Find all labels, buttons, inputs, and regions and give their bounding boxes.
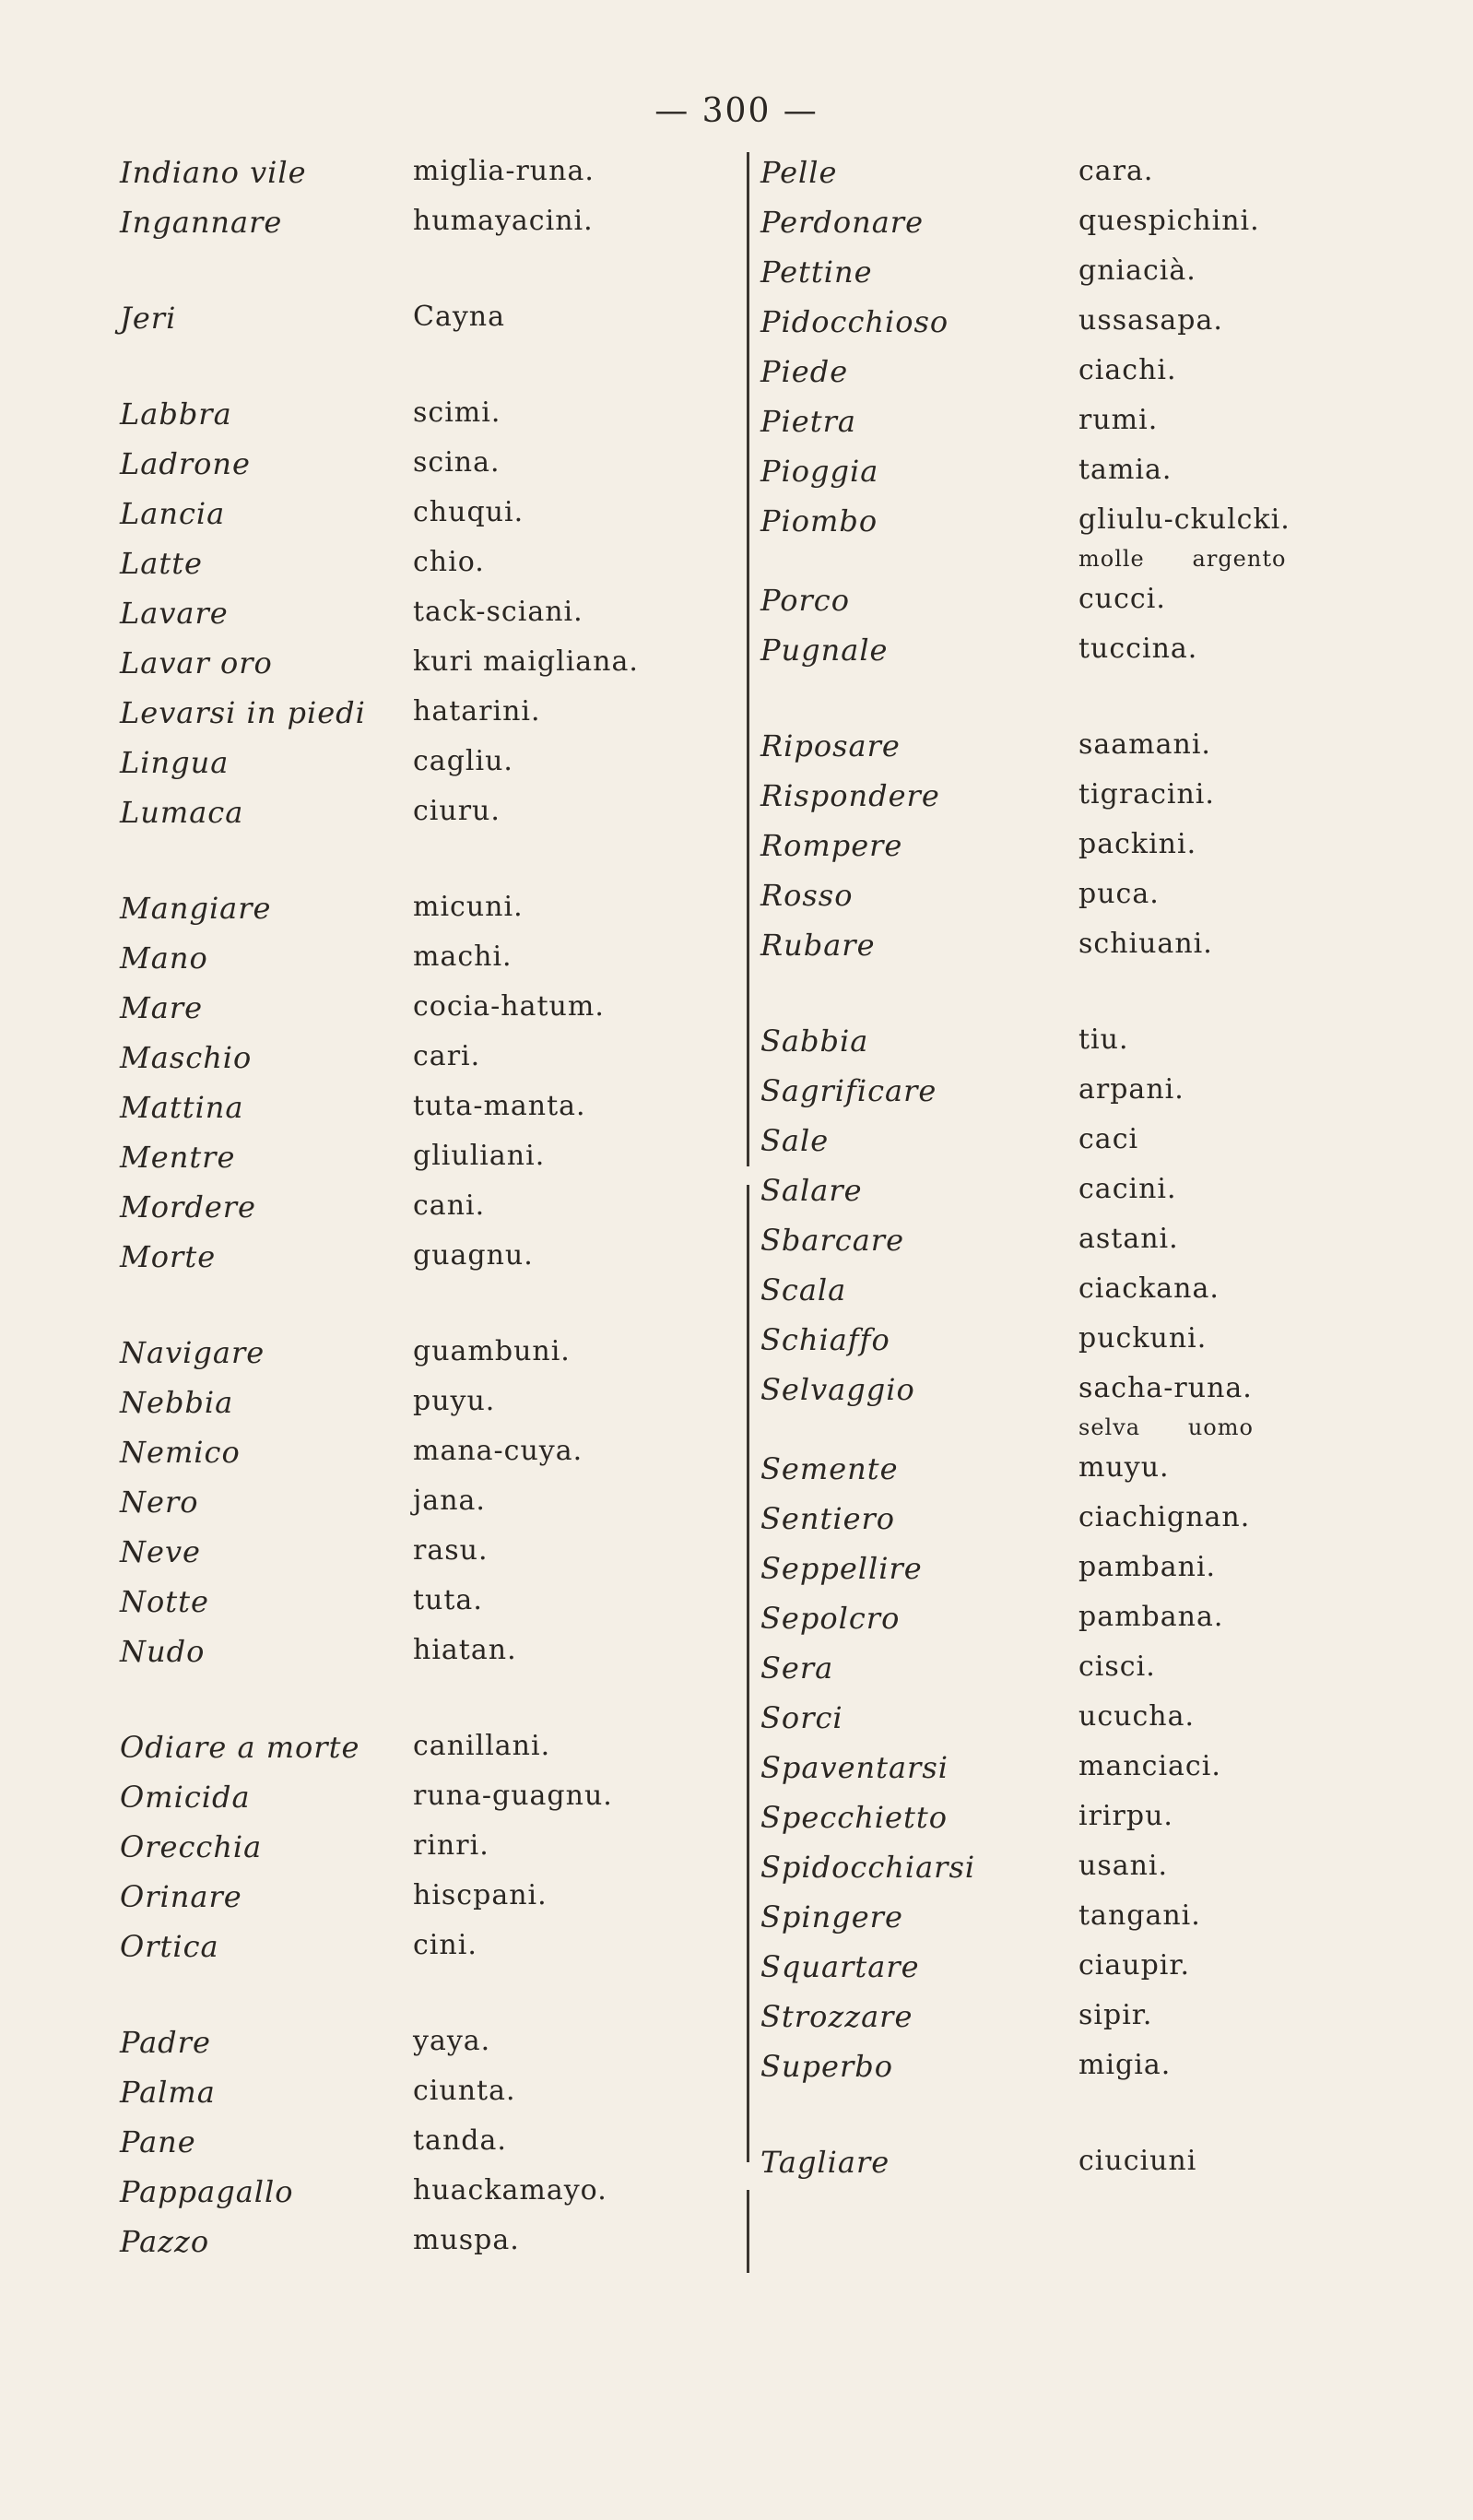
entry-translation: packini. xyxy=(1078,828,1197,860)
entry-term: Neve xyxy=(120,1534,201,1569)
dictionary-entry xyxy=(120,293,710,343)
entry-translation: ciunta. xyxy=(413,2075,516,2107)
entry-translation: tigracini. xyxy=(1078,778,1215,810)
dictionary-entry xyxy=(760,1942,1406,1992)
entry-term: Mattina xyxy=(120,1090,244,1125)
entry-translation: cocia-hatum. xyxy=(413,990,605,1023)
dictionary-entry xyxy=(760,1792,1406,1842)
dictionary-entry xyxy=(120,1427,710,1477)
dictionary-entry xyxy=(120,1527,710,1577)
right-column xyxy=(760,148,1406,2187)
entry-term: Tagliare xyxy=(760,2145,890,2180)
dictionary-entry xyxy=(760,1693,1406,1743)
entry-term: Mano xyxy=(120,941,208,976)
dictionary-entry xyxy=(760,1165,1406,1215)
dictionary-entry xyxy=(120,1328,710,1378)
dictionary-entry xyxy=(120,1182,710,1232)
dictionary-entry xyxy=(120,2067,710,2117)
dictionary-entry xyxy=(120,2167,710,2217)
dictionary-entry xyxy=(120,2017,710,2067)
entry-translation: caci xyxy=(1078,1123,1139,1155)
entry-term: Semente xyxy=(760,1451,899,1486)
entry-translation: tangani. xyxy=(1078,1899,1201,1932)
entry-translation: gniacià. xyxy=(1078,254,1196,287)
entry-translation: chio. xyxy=(413,546,485,578)
entry-translation: saamani. xyxy=(1078,728,1211,761)
entry-term: Mentre xyxy=(120,1140,236,1175)
entry-term: Notte xyxy=(120,1584,209,1619)
dictionary-entry xyxy=(120,688,710,738)
entry-translation: cari. xyxy=(413,1040,481,1072)
dictionary-entry xyxy=(120,1477,710,1527)
entry-translation: hiscpani. xyxy=(413,1879,548,1911)
column-divider xyxy=(747,152,749,2273)
entry-term: Porco xyxy=(760,583,850,618)
dictionary-entry xyxy=(120,983,710,1033)
entry-term: Omicida xyxy=(120,1780,251,1815)
entry-translation: chuqui. xyxy=(413,496,524,528)
dictionary-entry xyxy=(120,588,710,638)
dictionary-entry xyxy=(760,1892,1406,1942)
dictionary-entry xyxy=(120,1083,710,1132)
dictionary-entry xyxy=(120,1922,710,1971)
dictionary-entry xyxy=(120,1132,710,1182)
entry-translation: manciaci. xyxy=(1078,1750,1221,1782)
entry-term: Piombo xyxy=(760,503,878,538)
entry-translation: rinri. xyxy=(413,1829,489,1862)
entry-term: Riposare xyxy=(760,728,901,763)
entry-term: Maschio xyxy=(120,1040,253,1075)
entry-term: Rosso xyxy=(760,878,854,913)
entry-term: Lingua xyxy=(120,745,230,780)
entry-translation: Cayna xyxy=(413,301,505,333)
entry-term: Sepolcro xyxy=(760,1601,901,1636)
entry-term: Palma xyxy=(120,2075,216,2110)
entry-translation: tamia. xyxy=(1078,454,1173,486)
entry-term: Squartare xyxy=(760,1949,920,1984)
entry-term: Nudo xyxy=(120,1634,206,1669)
entry-translation: tiu. xyxy=(1078,1023,1129,1056)
entry-term: Pazzo xyxy=(120,2224,210,2259)
entry-term: Superbo xyxy=(760,2049,893,2084)
entry-term: Salare xyxy=(760,1173,863,1208)
dictionary-entry xyxy=(760,446,1406,496)
dictionary-entry xyxy=(760,1992,1406,2041)
entry-translation: humayacini. xyxy=(413,205,594,237)
entry-term: Spidocchiarsi xyxy=(760,1850,976,1885)
entry-translation: puca. xyxy=(1078,878,1160,910)
entry-translation: runa-guagnu. xyxy=(413,1780,613,1812)
entry-translation: ciackana. xyxy=(1078,1272,1220,1305)
dictionary-entry xyxy=(760,297,1406,347)
dictionary-entry xyxy=(120,1033,710,1083)
entry-translation: rumi. xyxy=(1078,404,1159,436)
entry-translation: ciuru. xyxy=(413,795,501,827)
dictionary-entry xyxy=(760,1116,1406,1165)
entry-term: Lavar oro xyxy=(120,645,273,680)
dictionary-entry xyxy=(760,920,1406,970)
dictionary-entry xyxy=(760,1016,1406,1066)
entry-translation: ciaupir. xyxy=(1078,1949,1190,1982)
entry-translation: rasu. xyxy=(413,1534,489,1567)
entry-translation: astani. xyxy=(1078,1223,1179,1255)
entry-term: Levarsi in piedi xyxy=(120,695,366,730)
dictionary-entry xyxy=(120,1232,710,1282)
entry-translation: micuni. xyxy=(413,891,524,923)
entry-translation: cacini. xyxy=(1078,1173,1177,1205)
entry-term: Sale xyxy=(760,1123,830,1158)
entry-translation: migia. xyxy=(1078,2049,1172,2081)
entry-term: Perdonare xyxy=(760,205,924,240)
entry-term: Ortica xyxy=(120,1929,219,1964)
entry-translation: puckuni. xyxy=(1078,1322,1208,1355)
entry-translation: guagnu. xyxy=(413,1239,534,1272)
dictionary-entry xyxy=(120,489,710,538)
entry-translation: pambana. xyxy=(1078,1601,1224,1633)
dictionary-entry xyxy=(760,771,1406,821)
page-number: — 300 — xyxy=(654,92,819,130)
entry-translation: ussasapa. xyxy=(1078,304,1223,337)
dictionary-entry xyxy=(760,197,1406,247)
entry-translation: tuccina. xyxy=(1078,633,1198,665)
entry-translation: tanda. xyxy=(413,2124,507,2157)
dictionary-entry xyxy=(760,1066,1406,1116)
entry-gloss: molle argento xyxy=(1078,546,1287,572)
entry-translation: yaya. xyxy=(413,2025,491,2057)
entry-translation: quespichini. xyxy=(1078,205,1260,237)
dictionary-entry xyxy=(760,575,1406,625)
dictionary-entry xyxy=(120,933,710,983)
dictionary-entry xyxy=(120,638,710,688)
dictionary-entry xyxy=(120,1772,710,1822)
entry-term: Rispondere xyxy=(760,778,940,813)
dictionary-entry xyxy=(120,1722,710,1772)
entry-term: Sorci xyxy=(760,1700,843,1735)
entry-term: Pane xyxy=(120,2124,196,2159)
entry-translation: mana-cuya. xyxy=(413,1435,583,1467)
dictionary-entry xyxy=(760,1593,1406,1643)
dictionary-entry xyxy=(120,1822,710,1872)
entry-term: Ingannare xyxy=(120,205,283,240)
entry-translation: ucucha. xyxy=(1078,1700,1195,1733)
entry-translation: puyu. xyxy=(413,1385,496,1417)
dictionary-entry xyxy=(760,1265,1406,1315)
entry-translation: tack-sciani. xyxy=(413,596,583,628)
entry-term: Labbra xyxy=(120,396,232,432)
entry-translation: ciachignan. xyxy=(1078,1501,1251,1533)
entry-gloss: selva uomo xyxy=(1078,1414,1254,1440)
dictionary-entry xyxy=(760,247,1406,297)
dictionary-entry xyxy=(760,1743,1406,1792)
entry-term: Nero xyxy=(120,1485,199,1520)
dictionary-entry xyxy=(120,787,710,837)
dictionary-entry xyxy=(120,1872,710,1922)
entry-translation: gliulu-ckulcki. xyxy=(1078,503,1290,536)
entry-term: Jeri xyxy=(120,301,177,336)
entry-term: Morte xyxy=(120,1239,217,1274)
entry-translation: guambuni. xyxy=(413,1335,571,1367)
dictionary-entry xyxy=(760,1842,1406,1892)
entry-translation: canillani. xyxy=(413,1730,551,1762)
dictionary-entry xyxy=(120,738,710,787)
entry-term: Nemico xyxy=(120,1435,241,1470)
dictionary-entry xyxy=(120,2117,710,2167)
entry-translation: cara. xyxy=(1078,155,1154,187)
entry-term: Mordere xyxy=(120,1189,256,1225)
dictionary-entry xyxy=(760,396,1406,446)
entry-term: Pioggia xyxy=(760,454,879,489)
dictionary-entry xyxy=(760,1315,1406,1365)
dictionary-entry xyxy=(760,2137,1406,2187)
entry-translation: pambani. xyxy=(1078,1551,1217,1583)
entry-translation: cagliu. xyxy=(413,745,513,777)
entry-term: Strozzare xyxy=(760,1999,913,2034)
dictionary-entry xyxy=(120,148,710,197)
entry-term: Rubare xyxy=(760,928,876,963)
entry-translation: muspa. xyxy=(413,2224,520,2256)
entry-translation: jana. xyxy=(413,1485,486,1517)
entry-term: Pelle xyxy=(760,155,838,190)
entry-translation: arpani. xyxy=(1078,1073,1184,1106)
entry-translation: gliuliani. xyxy=(413,1140,546,1172)
entry-translation: scimi. xyxy=(413,396,501,429)
entry-term: Navigare xyxy=(120,1335,265,1370)
entry-translation: cini. xyxy=(413,1929,477,1961)
dictionary-entry xyxy=(120,883,710,933)
dictionary-entry xyxy=(760,721,1406,771)
entry-term: Sbarcare xyxy=(760,1223,905,1258)
dictionary-entry xyxy=(760,1215,1406,1265)
dictionary-entry xyxy=(760,1365,1406,1444)
entry-term: Selvaggio xyxy=(760,1372,915,1407)
entry-term: Lumaca xyxy=(120,795,244,830)
dictionary-entry xyxy=(120,439,710,489)
entry-term: Sagrificare xyxy=(760,1073,937,1108)
entry-term: Pidocchioso xyxy=(760,304,949,339)
dictionary-entry xyxy=(760,496,1406,575)
dictionary-entry xyxy=(760,148,1406,197)
entry-term: Lavare xyxy=(120,596,229,631)
dictionary-entry xyxy=(120,197,710,247)
entry-term: Latte xyxy=(120,546,203,581)
entry-term: Sabbia xyxy=(760,1023,869,1059)
entry-term: Sera xyxy=(760,1650,834,1686)
entry-term: Pappagallo xyxy=(120,2174,294,2209)
dictionary-entry xyxy=(760,1544,1406,1593)
entry-translation: usani. xyxy=(1078,1850,1169,1882)
entry-term: Padre xyxy=(120,2025,211,2060)
entry-term: Seppellire xyxy=(760,1551,923,1586)
entry-translation: hatarini. xyxy=(413,695,541,728)
entry-term: Piede xyxy=(760,354,849,389)
dictionary-entry xyxy=(760,821,1406,870)
entry-translation: hiatan. xyxy=(413,1634,517,1666)
dictionary-entry xyxy=(120,1378,710,1427)
entry-translation: ciuciuni xyxy=(1078,2145,1197,2177)
entry-term: Schiaffo xyxy=(760,1322,890,1357)
entry-translation: ciachi. xyxy=(1078,354,1177,386)
entry-term: Odiare a morte xyxy=(120,1730,360,1765)
entry-term: Indiano vile xyxy=(120,155,307,190)
dictionary-entry xyxy=(760,2041,1406,2091)
dictionary-entry xyxy=(760,1643,1406,1693)
entry-translation: miglia-runa. xyxy=(413,155,595,187)
dictionary-entry xyxy=(120,1627,710,1676)
entry-term: Sentiero xyxy=(760,1501,896,1536)
entry-translation: cisci. xyxy=(1078,1650,1156,1683)
entry-translation: cani. xyxy=(413,1189,486,1222)
dictionary-entry xyxy=(760,625,1406,675)
entry-translation: kuri maigliana. xyxy=(413,645,639,678)
entry-translation: scina. xyxy=(413,446,501,479)
entry-term: Nebbia xyxy=(120,1385,234,1420)
entry-term: Lancia xyxy=(120,496,226,531)
entry-term: Specchietto xyxy=(760,1800,948,1835)
entry-term: Ladrone xyxy=(120,446,251,481)
dictionary-entry xyxy=(120,389,710,439)
entry-translation: sipir. xyxy=(1078,1999,1153,2031)
dictionary-entry xyxy=(760,347,1406,396)
entry-term: Scala xyxy=(760,1272,847,1307)
dictionary-entry xyxy=(760,1494,1406,1544)
entry-translation: tuta. xyxy=(413,1584,483,1616)
entry-translation: muyu. xyxy=(1078,1451,1170,1484)
entry-term: Pietra xyxy=(760,404,856,439)
entry-term: Orinare xyxy=(120,1879,242,1914)
dictionary-entry xyxy=(120,2217,710,2266)
entry-translation: tuta-manta. xyxy=(413,1090,586,1122)
dictionary-entry xyxy=(120,1577,710,1627)
entry-translation: machi. xyxy=(413,941,513,973)
entry-term: Mangiare xyxy=(120,891,272,926)
dictionary-entry xyxy=(120,538,710,588)
entry-translation: huackamayo. xyxy=(413,2174,607,2206)
entry-term: Mare xyxy=(120,990,204,1025)
entry-term: Spingere xyxy=(760,1899,903,1934)
entry-term: Pettine xyxy=(760,254,873,290)
entry-translation: cucci. xyxy=(1078,583,1166,615)
dictionary-entry xyxy=(760,870,1406,920)
entry-term: Spaventarsi xyxy=(760,1750,949,1785)
entry-term: Orecchia xyxy=(120,1829,263,1864)
left-column xyxy=(120,148,710,2266)
dictionary-entry xyxy=(760,1444,1406,1494)
entry-translation: sacha-runa. xyxy=(1078,1372,1253,1404)
entry-term: Rompere xyxy=(760,828,903,863)
entry-translation: irirpu. xyxy=(1078,1800,1173,1832)
entry-term: Pugnale xyxy=(760,633,889,668)
entry-translation: schiuani. xyxy=(1078,928,1213,960)
